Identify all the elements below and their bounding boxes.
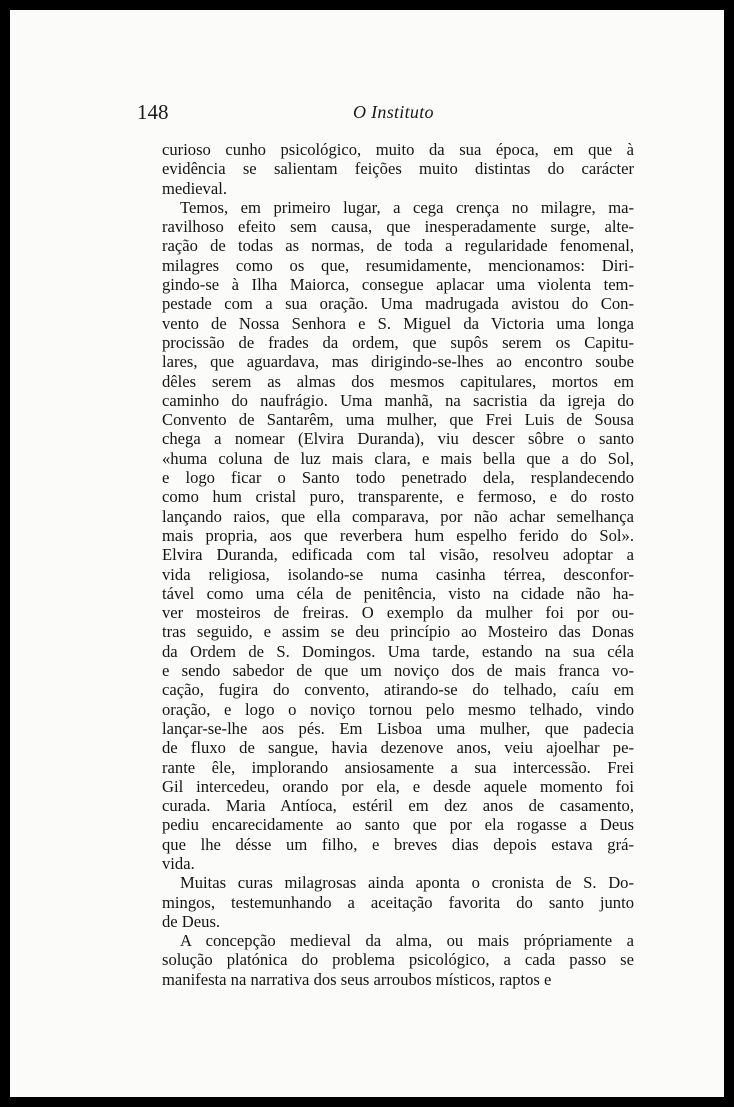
text-line: mais propria, aos que reverbera hum espelho ferido do Sol». (162, 525, 634, 545)
text-line: gindo-se à Ilha Maiorca, consegue aplacar uma violenta tem- (162, 275, 634, 295)
text-line: milagres como os que, resumidamente, mencionamos: Diri- (162, 255, 634, 275)
paragraph (162, 873, 634, 931)
text-line: rante êle, implorando ansiosamente a sua intercessão. Frei (162, 757, 634, 777)
text-line: de fluxo de sangue, havia dezenove anos, veiu ajoelhar pe- (162, 738, 634, 758)
text-line: de Deus. (162, 911, 221, 931)
page-header (10, 100, 724, 130)
text-line: lançar-se-lhe aos pés. Em Lisboa uma mulher, que padecia (162, 718, 634, 738)
text-line: da Ordem de S. Domingos. Uma tarde, estando na sua céla (162, 641, 634, 661)
text-line: curada. Maria Antíoca, estéril em dez anos de casamento, (162, 796, 634, 816)
text-line: vida. (162, 853, 195, 873)
text-line: pestade com a sua oração. Uma madrugada avistou do Con- (162, 294, 634, 314)
text-line: dêles serem as almas dos mesmos capitulares, mortos em (162, 371, 634, 391)
text-line: medieval. (162, 178, 227, 198)
page-number: 148 (137, 100, 169, 124)
running-title: O Instituto (353, 102, 434, 122)
text-line: chega a nomear (Elvira Duranda), viu descer sôbre o santo (162, 429, 634, 449)
paragraph (162, 198, 634, 873)
text-line: cação, fugira do convento, atirando-se do telhado, caíu em (162, 680, 634, 700)
text-line: curioso cunho psicológico, muito da sua época, em que à (162, 140, 634, 159)
text-line: manifesta na narrativa dos seus arroubos místicos, raptos e (162, 969, 552, 989)
text-line: lares, que aguardava, mas dirigindo-se-lhes ao encontro soube (162, 352, 634, 372)
text-line: Gil intercedeu, orando por ela, e desde aquele momento foi (162, 776, 634, 796)
text-line: tável como uma céla de penitência, visto na cidade não ha- (162, 583, 634, 603)
text-line: vida religiosa, isolando-se numa casinha térrea, desconfor- (162, 564, 634, 584)
text-line: lançando raios, que ella comparava, por não achar semelhança (162, 506, 634, 526)
text-line: tras seguido, e assim se deu princípio ao Mosteiro das Donas (162, 622, 634, 642)
text-line: vento de Nossa Senhora e S. Miguel da Victoria uma longa (162, 313, 634, 333)
text-line: e sendo sabedor de que um noviço dos de mais franca vo- (162, 661, 634, 681)
text-line: A concepção medieval da alma, ou mais própriamente a (180, 931, 634, 951)
text-line: ração de todas as normas, de toda a regularidade fenomenal, (162, 236, 634, 256)
text-line: oração, e logo o noviço tornou pelo mesmo telhado, vindo (162, 699, 634, 719)
text-line: Muitas curas milagrosas ainda aponta o cronista de S. Do- (180, 873, 634, 893)
text-line: Elvira Duranda, edificada com tal visão, resolveu adoptar a (162, 545, 634, 565)
text-line: ravilhoso efeito sem causa, que inesperadamente surge, alte- (162, 217, 634, 237)
text-line: que lhe désse um filho, e breves dias depois estava grá- (162, 834, 634, 854)
text-line: caminho do naufrágio. Uma manhã, na sacristia da igreja do (162, 390, 634, 410)
text-line: solução platónica do problema psicológico, a cada passo se (162, 950, 634, 970)
text-line: e logo ficar o Santo todo penetrado dela, resplandecendo (162, 468, 634, 488)
text-line: ver mosteiros de freiras. O exemplo da mulher foi por ou- (162, 603, 634, 623)
paragraph (162, 140, 634, 198)
paragraph (162, 931, 634, 989)
text-line: como hum cristal puro, transparente, e fermoso, e do rosto (162, 487, 634, 507)
body-text (162, 140, 634, 989)
text-line: procissão de frades da ordem, que supôs serem os Capitu- (162, 332, 634, 352)
book-page (10, 10, 724, 1097)
text-line: «huma coluna de luz mais clara, e mais bella que a do Sol, (162, 448, 634, 468)
text-line: pediu encarecidamente ao santo que por ela rogasse a Deus (162, 815, 634, 835)
text-line: Temos, em primeiro lugar, a cega crença no milagre, ma- (180, 197, 634, 217)
text-line: mingos, testemunhando a aceitação favorita do santo junto (162, 892, 634, 912)
text-line: evidência se salientam feições muito distintas do carácter (162, 159, 634, 179)
text-line: Convento de Santarêm, uma mulher, que Frei Luis de Sousa (162, 410, 634, 430)
